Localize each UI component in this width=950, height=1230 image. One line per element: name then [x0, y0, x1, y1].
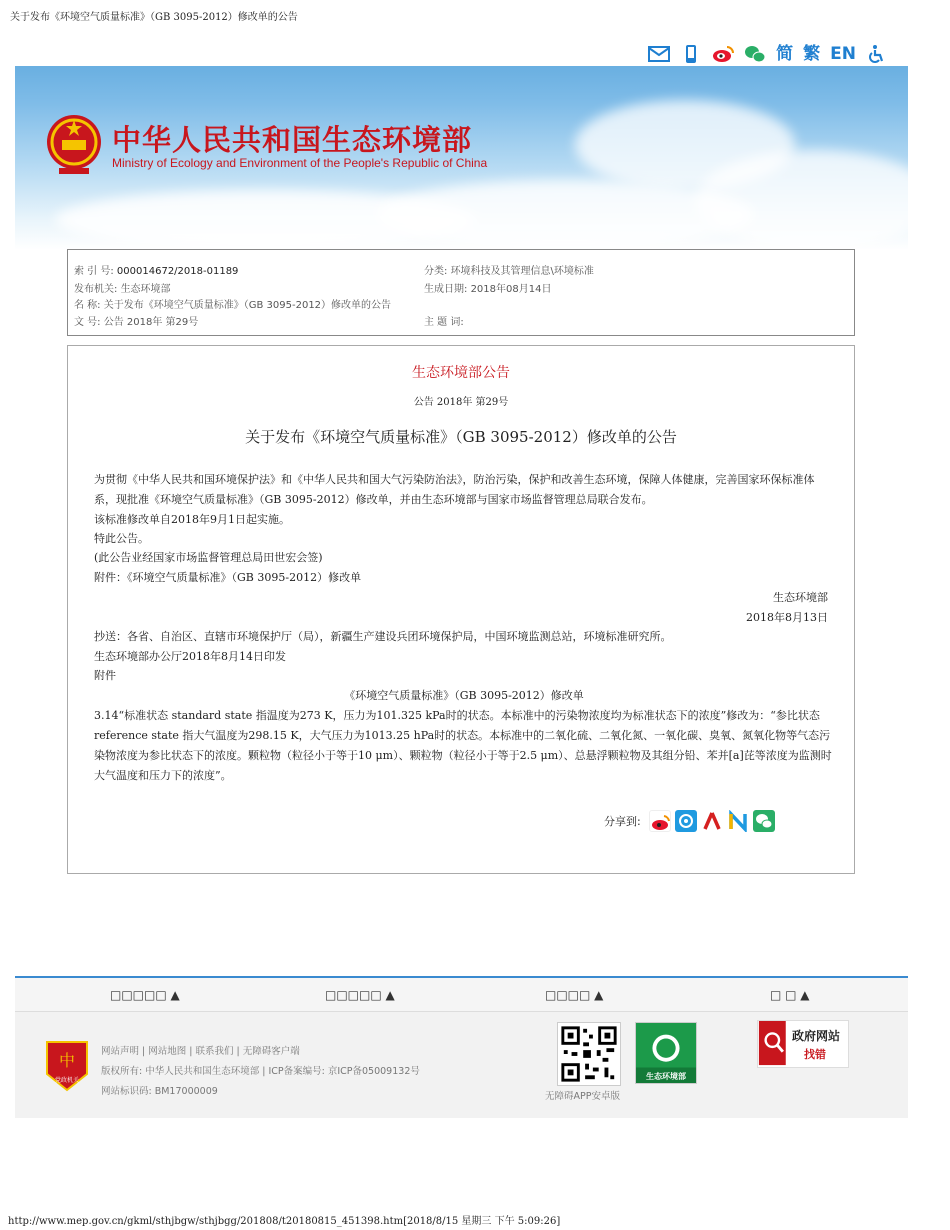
- english-link[interactable]: EN: [830, 44, 856, 64]
- attachment-body: 3.14“标准状态 standard state 指温度为273 K，压力为101.325 kPa时的状态。本标准中的污染物浓度均为标准状态下的浓度”修改为：“参比状态 reference state 指大气温度为298.15 K，大气压力为1013.25 hPa时的状态。本标准中的二氧化硫、二氧化氮、一氧化碳、臭氧、氮氧化物等气态污染物浓度为参比状态下的浓度。颗粒物（粒径小于等于10 μm）、颗粒物（粒径小于等于2.5 μm）、总悬浮颗粒物及其组分铅、苯并[a]芘等浓度为监测时大气温度和压力下的浓度”。: [94, 709, 832, 782]
- share-label: 分享到:: [604, 815, 641, 828]
- site-header: [15, 40, 908, 250]
- issuer-label: 发布机关:: [74, 284, 118, 295]
- footer-copyright: 版权所有: 中华人民共和国生态环境部 | ICP备案编号: 京ICP备05009132号: [101, 1066, 420, 1077]
- party-government-badge-icon[interactable]: [43, 1038, 91, 1092]
- docnum-label: 文 号:: [74, 317, 101, 328]
- app-logo[interactable]: [635, 1022, 697, 1084]
- ministry-name-cn: 中华人民共和国生态环境部: [112, 123, 473, 157]
- share-weibo-icon[interactable]: [649, 810, 671, 832]
- cc-line: 抄送：各省、自治区、直辖市环境保护厅（局），新疆生产建设兵团环境保护局，中国环境监测总站，环境标准研究所。: [94, 630, 672, 643]
- docnum-value: 公告 2018年 第29号: [103, 317, 199, 328]
- wechat-icon[interactable]: [744, 44, 766, 64]
- gov-site-error-report[interactable]: [757, 1020, 849, 1068]
- document-body: [67, 345, 855, 874]
- gov-line1: 政府网站: [792, 1029, 841, 1043]
- footer-nav-item[interactable]: □□□□ ▲: [545, 988, 604, 1002]
- share-wechat-icon[interactable]: [753, 810, 775, 832]
- attachment-title: 《环境空气质量标准》（GB 3095-2012）修改单: [344, 689, 584, 702]
- doc-title: 关于发布《环境空气质量标准》（GB 3095-2012）修改单的公告: [245, 428, 677, 446]
- signing-org: 生态环境部: [773, 591, 828, 604]
- share-qzone-icon[interactable]: [675, 810, 697, 832]
- footer-nav-item[interactable]: □□□□□ ▲: [325, 988, 395, 1002]
- share-bar: [604, 810, 775, 832]
- doc-paragraph: 该标准修改单自2018年9月1日起实施。: [94, 513, 290, 526]
- qr-code-icon: [557, 1022, 621, 1086]
- name-value: 关于发布《环境空气质量标准》（GB 3095-2012）修改单的公告: [103, 300, 392, 311]
- printed-line: 生态环境部办公厅2018年8月14日印发: [94, 650, 286, 663]
- top-bar: [15, 40, 908, 66]
- site-footer: [15, 976, 908, 1118]
- category-label: 分类:: [424, 266, 448, 277]
- svg-text:中: 中: [58, 1051, 76, 1070]
- doc-paragraph: 为贯彻《中华人民共和国环境保护法》和《中华人民共和国大气污染防治法》，防治污染，保护和改善生态环境，保障人体健康，完善国家环保标准体系，现批准《环境空气质量标准》（GB 3095-2012）修改单，并由生态环境部与国家市场监督管理总局联合发布。: [94, 473, 815, 506]
- share-renren-icon[interactable]: [701, 810, 723, 832]
- simplified-link[interactable]: 简: [776, 44, 794, 64]
- date-label: 生成日期:: [424, 284, 468, 295]
- attachment-label: 附件: [94, 669, 116, 682]
- national-emblem-icon: [45, 112, 103, 176]
- issuer-value: 生态环境部: [120, 284, 171, 295]
- document-metadata: [67, 249, 855, 336]
- weibo-icon[interactable]: [712, 44, 734, 64]
- name-label: 名 称:: [74, 300, 101, 311]
- ministry-name-en: Ministry of Ecology and Environment of the People's Republic of China: [112, 156, 488, 170]
- dzjg-label: 党政机关: [54, 1077, 80, 1084]
- footer-nav: [15, 978, 908, 1012]
- footer-site-id: 网站标识码: BM17000009: [101, 1086, 218, 1097]
- gov-line2: 找错: [804, 1048, 826, 1061]
- date-value: 2018年08月14日: [470, 284, 552, 295]
- mobile-icon[interactable]: [680, 44, 702, 64]
- signing-date: 2018年8月13日: [746, 611, 828, 624]
- app-logo-text: 生态环境部: [646, 1072, 686, 1081]
- footer-link-row[interactable]: 网站声明 | 网站地图 | 联系我们 | 无障碍客户端: [101, 1046, 300, 1057]
- footer-nav-item[interactable]: □□□□□ ▲: [110, 988, 180, 1002]
- doc-paragraph: 特此公告。: [94, 532, 149, 545]
- footer-links: [101, 1042, 420, 1102]
- share-netease-icon[interactable]: [727, 810, 749, 832]
- doc-issuing-org: 生态环境部公告: [412, 365, 510, 381]
- doc-paragraph: (此公告业经国家市场监督管理总局田世宏会签): [94, 551, 323, 564]
- traditional-link[interactable]: 繁: [803, 44, 821, 64]
- category-value: 环境科技及其管理信息\环境标准: [450, 266, 594, 277]
- mail-icon[interactable]: [648, 44, 670, 64]
- accessibility-icon[interactable]: [866, 44, 888, 64]
- keywords-label: 主 题 词:: [424, 317, 464, 328]
- attachment-line: 附件：《环境空气质量标准》（GB 3095-2012）修改单: [94, 571, 362, 584]
- app-caption[interactable]: 无障碍APP安卓版: [545, 1091, 620, 1102]
- doc-number: 公告 2018年 第29号: [413, 397, 509, 408]
- index-value: 000014672/2018-01189: [116, 266, 239, 277]
- footer-nav-item[interactable]: □ □ ▲: [770, 988, 810, 1002]
- print-footer-url: http://www.mep.gov.cn/gkml/sthjbgw/sthjbgg/201808/t20180815_451398.htm[2018/8/15 星期三 下午 5:09:26]: [8, 1216, 561, 1227]
- index-label: 索 引 号:: [74, 266, 114, 277]
- print-header: 关于发布《环境空气质量标准》（GB 3095-2012）修改单的公告: [10, 12, 298, 23]
